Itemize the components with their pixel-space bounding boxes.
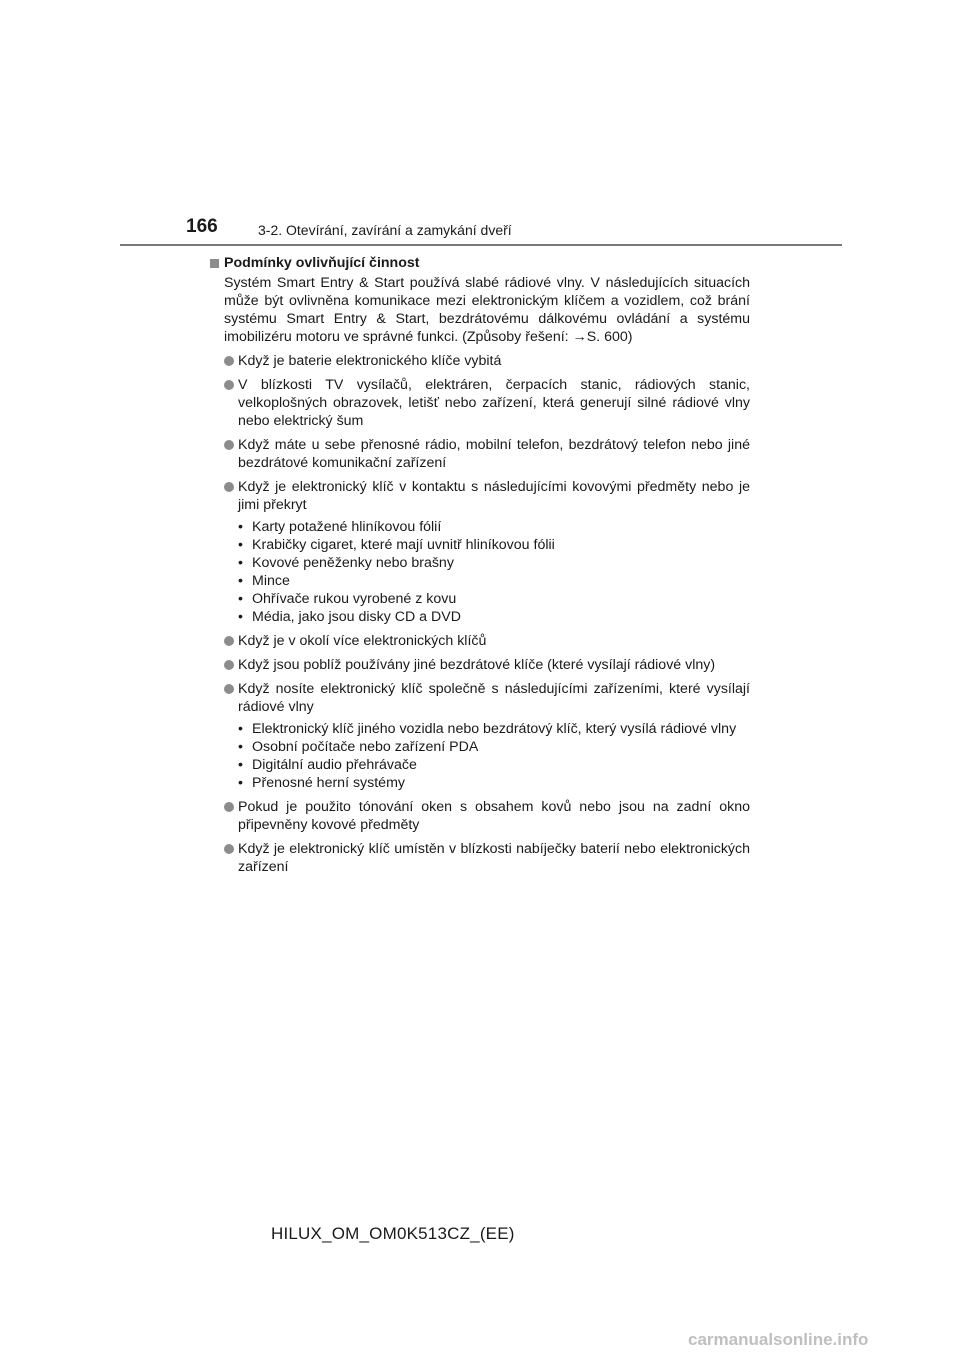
list-item-text: V blízkosti TV vysílačů, elektráren, čerpacích stanic, rádiových stanic, velkoplošných obrazovek, letišť nebo zařízení, která generují silné rádiové vlny nebo elektrický šum — [238, 377, 750, 429]
sub-list-item-text: Ohřívače rukou vyrobené z kovu — [252, 591, 457, 607]
dot-bullet-icon: • — [238, 721, 243, 737]
circle-bullet-icon — [224, 660, 234, 670]
sub-list-item-text: Elektronický klíč jiného vozidla nebo bezdrátový klíč, který vysílá rádiové vlny — [252, 721, 737, 737]
dot-bullet-icon: • — [238, 775, 243, 791]
sub-list-item — [238, 720, 750, 738]
document-code: HILUX_OM_OM0K513CZ_(EE) — [271, 1224, 515, 1243]
intro-paragraph: Systém Smart Entry & Start používá slabé rádiové vlny. V následujících situacích může být ovlivněna komunikace mezi elektronickým klíčem a vozidlem, což brání systému Smart Entry & Start, bezdrátovému dálkovému ovládání a systému imobilizéru motoru ve správné funkci. (Způsoby řešení: →S. 600) — [224, 275, 750, 345]
bullet-list — [210, 352, 750, 876]
list-item-text: Když nosíte elektronický klíč společně s následujícími zařízeními, které vysílají rádiové vlny — [238, 681, 750, 715]
dot-bullet-icon: • — [238, 757, 243, 773]
square-bullet-icon — [210, 259, 219, 268]
sub-list-item — [238, 756, 750, 774]
sub-list-item — [238, 536, 750, 554]
circle-bullet-icon — [224, 440, 234, 450]
list-item-text: Když je v okolí více elektronických klíčů — [238, 633, 487, 649]
dot-bullet-icon: • — [238, 555, 243, 571]
dot-bullet-icon: • — [238, 591, 243, 607]
dot-bullet-icon: • — [238, 519, 243, 535]
dot-bullet-icon: • — [238, 573, 243, 589]
section-title: Podmínky ovlivňující činnost — [224, 255, 420, 271]
list-item — [210, 656, 750, 674]
dot-bullet-icon: • — [238, 609, 243, 625]
content-area — [210, 254, 750, 882]
list-item — [210, 840, 750, 876]
circle-bullet-icon — [224, 636, 234, 646]
sub-list — [238, 518, 750, 626]
sub-list-item-text: Přenosné herní systémy — [252, 775, 405, 791]
list-item — [210, 798, 750, 834]
list-item — [210, 478, 750, 626]
sub-list-item — [238, 774, 750, 792]
circle-bullet-icon — [224, 802, 234, 812]
list-item-text: Když je baterie elektronického klíče vybitá — [238, 353, 502, 369]
sub-list-item-text: Karty potažené hliníkovou fólií — [252, 519, 442, 535]
sub-list-item — [238, 518, 750, 536]
section-heading — [210, 254, 750, 272]
watermark-link[interactable]: carmanualsonline.info — [688, 1330, 869, 1349]
sub-list-item-text: Kovové peněženky nebo brašny — [252, 555, 454, 571]
sub-list-item-text: Krabičky cigaret, které mají uvnitř hliníkovou fólii — [252, 537, 555, 553]
sub-list-item — [238, 590, 750, 608]
list-item-text: Když jsou poblíž používány jiné bezdrátové klíče (které vysílají rádiové vlny) — [238, 657, 716, 673]
header-divider — [120, 244, 842, 246]
sub-list-item — [238, 554, 750, 572]
list-item — [210, 376, 750, 430]
sub-list-item-text: Digitální audio přehrávače — [252, 757, 417, 773]
circle-bullet-icon — [224, 844, 234, 854]
circle-bullet-icon — [224, 380, 234, 390]
list-item — [210, 632, 750, 650]
sub-list-item-text: Mince — [252, 573, 290, 589]
sub-list — [238, 720, 750, 792]
circle-bullet-icon — [224, 482, 234, 492]
list-item-text: Když je elektronický klíč umístěn v blízkosti nabíječky baterií nebo elektronických zařízení — [238, 841, 750, 875]
dot-bullet-icon: • — [238, 739, 243, 755]
sub-list-item — [238, 572, 750, 590]
list-item — [210, 680, 750, 792]
list-item-text: Pokud je použito tónování oken s obsahem kovů nebo jsou na zadní okno připevněny kovové předměty — [238, 799, 750, 833]
dot-bullet-icon: • — [238, 537, 243, 553]
circle-bullet-icon — [224, 356, 234, 366]
chapter-title: 3-2. Otevírání, zavírání a zamykání dveří — [258, 222, 512, 238]
sub-list-item-text: Média, jako jsou disky CD a DVD — [252, 609, 461, 625]
page-number: 166 — [186, 216, 218, 237]
sub-list-item — [238, 738, 750, 756]
list-item — [210, 436, 750, 472]
circle-bullet-icon — [224, 684, 234, 694]
list-item-text: Když máte u sebe přenosné rádio, mobilní telefon, bezdrátový telefon nebo jiné bezdrátové komunikační zařízení — [238, 437, 750, 471]
list-item — [210, 352, 750, 370]
sub-list-item-text: Osobní počítače nebo zařízení PDA — [252, 739, 479, 755]
list-item-text: Když je elektronický klíč v kontaktu s následujícími kovovými předměty nebo je jimi překryt — [238, 479, 750, 513]
sub-list-item — [238, 608, 750, 626]
